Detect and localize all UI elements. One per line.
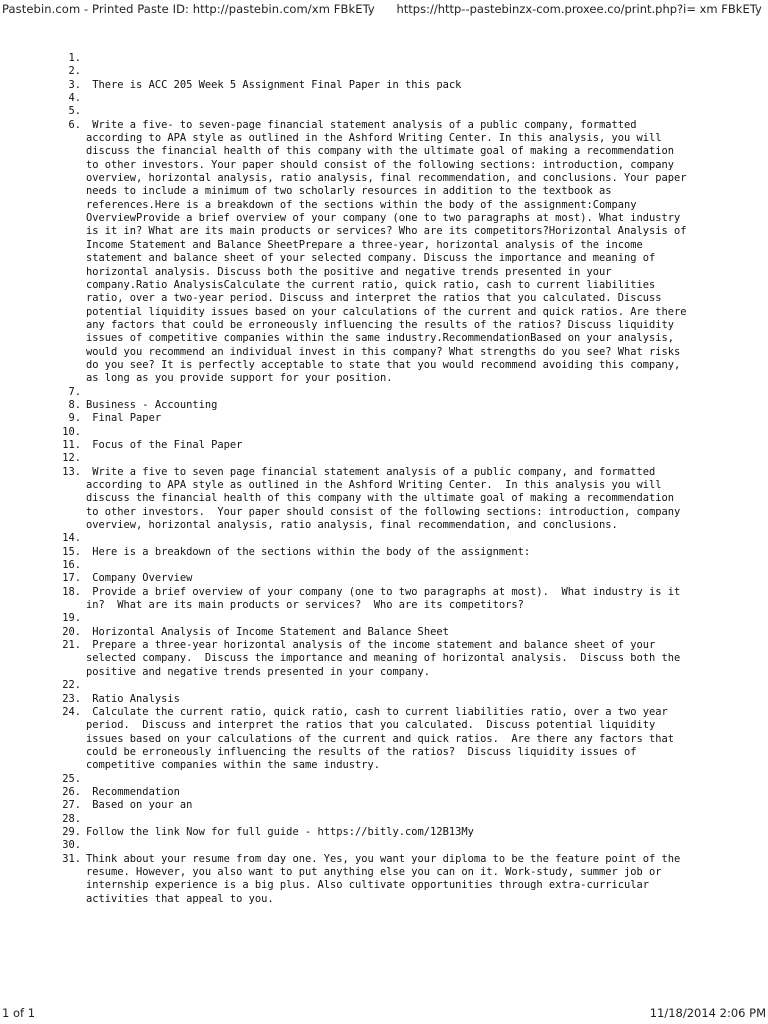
paste-id-header: Pastebin.com - Printed Paste ID: http://pastebin.com/xm FBkETy (2, 2, 375, 16)
line-number: 27. (62, 799, 81, 812)
line-number: 13. (62, 465, 81, 478)
paste-line (0, 626, 768, 639)
paste-line (0, 572, 768, 585)
paste-line (0, 706, 768, 773)
line-number: 19. (62, 612, 81, 625)
line-number: 14. (62, 532, 81, 545)
line-text: Calculate the current ratio, quick ratio, cash to current liabilities ratio, over a two year period. Discuss and interpret the ratios that you calculated. Discuss potential liquidity issues based on your calculations of the current and quick ratios. Are there any factors that could be erroneously influencing the results of the ratios? Discuss liquidity issues of competitive companies within the same industry. (86, 705, 675, 772)
line-number: 8. (68, 398, 81, 411)
paste-line (0, 532, 768, 545)
line-number: 15. (62, 545, 81, 558)
line-number: 24. (62, 705, 81, 718)
line-text: Follow the link Now for full guide - https://bitly.com/12B13My (86, 825, 474, 838)
paste-line-list (0, 52, 768, 906)
line-text: Business - Accounting (86, 398, 218, 411)
line-text: Recommendation (86, 785, 180, 798)
line-number: 5. (68, 105, 81, 118)
line-number: 16. (62, 559, 81, 572)
line-text: Focus of the Final Paper (86, 438, 243, 451)
line-text: Write a five to seven page financial statement analysis of a public company, and formatted according to APA style as outlined in the Ashford Writing Center. In this analysis you will discuss the financial health of this company with the ultimate goal of making a recommendation to other investors. Your paper should consist of the following sections: introduction, company overview, horizontal analysis, ratio analysis, final recommendation, and conclusions. (86, 465, 681, 532)
line-text: Based on your an (86, 799, 193, 812)
paste-line (0, 612, 768, 625)
print-footer (2, 1006, 766, 1020)
line-text: Prepare a three-year horizontal analysis of the income statement and balance sheet of your selected company. Discuss the importance and meaning of horizontal analysis. Discuss both the positive and negative trends presented in your company. (86, 639, 681, 678)
paste-line (0, 813, 768, 826)
line-number: 1. (68, 52, 81, 64)
line-number: 28. (62, 812, 81, 825)
line-text: Ratio Analysis (86, 692, 180, 705)
line-number: 23. (62, 692, 81, 705)
paste-line (0, 826, 768, 839)
paste-line (0, 79, 768, 92)
line-number: 18. (62, 585, 81, 598)
line-number: 7. (68, 385, 81, 398)
paste-line (0, 839, 768, 852)
paste-line (0, 412, 768, 425)
line-number: 10. (62, 425, 81, 438)
paste-line (0, 773, 768, 786)
paste-line (0, 693, 768, 706)
paste-line (0, 439, 768, 452)
paste-line (0, 586, 768, 613)
paste-line (0, 52, 768, 65)
paste-line (0, 92, 768, 105)
line-text: Write a five- to seven-page financial statement analysis of a public company, formatted according to APA style as outlined in the Ashford Writing Center. In this analysis, you will discuss the financial health of this company with the ultimate goal of making a recommendation to other investors. Your paper should consist of the following sections: introduction, company overview, horizontal analysis, ratio analysis, final recommendation, and conclusions. Your paper needs to include a minimum of two scholarly resources in addition to the textbook as references.Here is a breakdown of the sections within the body of the assignment:Company OverviewProvide a brief overview of your company (one to two paragraphs at most). What industry is it in? What are its main products or services? Who are its competitors?Horizontal Analysis of Income Statement and Balance SheetPrepare a three-year, horizontal analysis of the income statement and balance sheet of your selected company. Discuss the importance and meaning of horizontal analysis. Discuss both the positive and negative trends presented in your company.Ratio AnalysisCalculate the current ratio, quick ratio, cash to current liabilities ratio, over a two-year period. Discuss and interpret the ratios that you calculated. Discuss potential liquidity issues based on your calculations of the current and quick ratios. Are there any factors that could be erroneously influencing the results of the ratios? Discuss liquidity issues of competitive companies within the same industry.RecommendationBased on your analysis, would you recommend an individual invest in this company? What strengths do you see? What risks do you see? It is perfectly acceptable to state that you would recommend avoiding this company, as long as you provide support for your position. (86, 118, 687, 385)
line-number: 2. (68, 65, 81, 78)
line-number: 9. (68, 412, 81, 425)
print-url-header: https://http--pastebinzx-com.proxee.co/print.php?i= xm FBkETy (396, 2, 762, 16)
print-timestamp: 11/18/2014 2:06 PM (649, 1006, 766, 1020)
line-text: Here is a breakdown of the sections within the body of the assignment: (86, 545, 531, 558)
line-number: 30. (62, 839, 81, 852)
line-number: 31. (62, 852, 81, 865)
paste-line (0, 65, 768, 78)
paste-line (0, 786, 768, 799)
paste-line (0, 386, 768, 399)
line-number: 22. (62, 679, 81, 692)
paste-line (0, 119, 768, 386)
line-number: 3. (68, 78, 81, 91)
paste-line (0, 399, 768, 412)
paste-line (0, 559, 768, 572)
line-text: Think about your resume from day one. Yes, you want your diploma to be the feature point of the resume. However, you also want to put anything else you can on it. Work-study, summer job or internship experience is a big plus. Also cultivate opportunities through extra-curricular activities that appeal to you. (86, 852, 681, 905)
line-text: There is ACC 205 Week 5 Assignment Final Paper in this pack (86, 78, 462, 91)
line-number: 26. (62, 785, 81, 798)
paste-line (0, 466, 768, 533)
line-number: 29. (62, 825, 81, 838)
line-text: Final Paper (86, 412, 162, 425)
line-number: 11. (62, 438, 81, 451)
paste-line (0, 853, 768, 906)
line-text: Provide a brief overview of your company (one to two paragraphs at most). What industry is it in? What are its main products or services? Who are its competitors? (86, 585, 681, 612)
paste-line (0, 426, 768, 439)
paste-line (0, 105, 768, 118)
line-text: Company Overview (86, 572, 193, 585)
line-number: 21. (62, 639, 81, 652)
line-number: 20. (62, 625, 81, 638)
paste-line (0, 679, 768, 692)
line-number: 12. (62, 452, 81, 465)
line-number: 6. (68, 118, 81, 131)
line-text: Horizontal Analysis of Income Statement and Balance Sheet (86, 625, 449, 638)
page-count: 1 of 1 (2, 1006, 36, 1020)
print-header (2, 2, 766, 16)
line-number: 17. (62, 572, 81, 585)
line-number: 25. (62, 772, 81, 785)
line-number: 4. (68, 92, 81, 105)
paste-line (0, 452, 768, 465)
paste-line (0, 639, 768, 679)
paste-line (0, 799, 768, 812)
paste-line (0, 546, 768, 559)
